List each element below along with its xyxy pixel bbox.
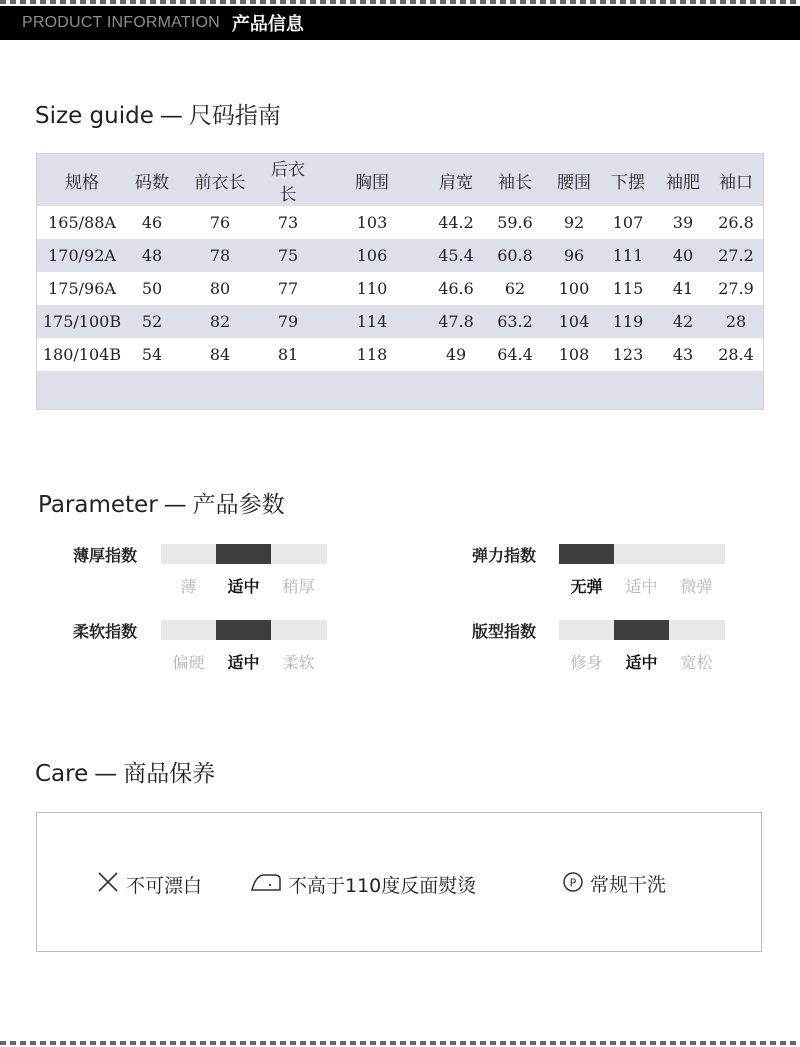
column-header: 胸围 (355, 172, 389, 193)
table-cell: 92 (549, 206, 599, 239)
table-cell: 170/92A (37, 239, 127, 272)
thickness-indicator (216, 544, 271, 564)
care-item-text: 不高于110度反面熨烫 (288, 874, 477, 897)
table-cell: 106 (313, 239, 431, 272)
column-header: 码数 (135, 172, 169, 193)
table-cell: 115 (599, 272, 657, 305)
fit-option-selected: 适中 (625, 653, 658, 672)
table-cell: 180/104B (37, 338, 127, 371)
table-cell: 77 (263, 272, 313, 305)
table-cell: 81 (263, 338, 313, 371)
thickness-option: 薄 (180, 577, 197, 596)
table-cell: 43 (657, 338, 709, 371)
table-cell: 54 (127, 338, 177, 371)
thickness-option-selected: 适中 (227, 577, 260, 596)
param-label-thickness: 薄厚指数 (73, 546, 138, 565)
table-row (37, 338, 763, 371)
care-item-text: 不可漂白 (126, 874, 203, 897)
column-header: 腰围 (557, 172, 591, 193)
size-guide-title: Size guide — 尺码指南 (35, 103, 281, 129)
table-cell: 123 (599, 338, 657, 371)
table-cell: 111 (599, 239, 657, 272)
size-guide-title-cn: 尺码指南 (188, 103, 281, 129)
fit-scale (559, 620, 725, 640)
table-cell: 49 (431, 338, 481, 371)
thickness-scale (161, 544, 327, 564)
table-cell: 175/96A (37, 272, 127, 305)
table-cell: 44.2 (431, 206, 481, 239)
table-row (37, 272, 763, 305)
table-cell: 107 (599, 206, 657, 239)
table-cell: 96 (549, 239, 599, 272)
top-dashed-border (0, 0, 800, 4)
param-label-softness: 柔软指数 (73, 622, 138, 641)
table-cell: 50 (127, 272, 177, 305)
softness-scale (161, 620, 327, 640)
table-cell: 60.8 (481, 239, 549, 272)
table-header-row (37, 154, 763, 206)
table-cell: 48 (127, 239, 177, 272)
table-cell: 82 (177, 305, 263, 338)
table-cell: 114 (313, 305, 431, 338)
table-cell: 45.4 (431, 239, 481, 272)
fit-option: 宽松 (680, 653, 713, 672)
parameter-title-en: Parameter (38, 492, 158, 518)
table-cell: 84 (177, 338, 263, 371)
table-cell: 41 (657, 272, 709, 305)
table-cell: 42 (657, 305, 709, 338)
elasticity-indicator (559, 544, 614, 564)
care-title-cn: 商品保养 (123, 761, 216, 787)
table-cell: 63.2 (481, 305, 549, 338)
table-cell: 80 (177, 272, 263, 305)
fit-option: 修身 (570, 653, 603, 672)
table-cell: 39 (657, 206, 709, 239)
care-title: Care — 商品保养 (35, 761, 216, 787)
table-cell: 59.6 (481, 206, 549, 239)
column-header: 后衣长 (271, 160, 305, 205)
table-cell: 100 (549, 272, 599, 305)
column-header: 规格 (65, 172, 99, 193)
thickness-option: 稍厚 (282, 577, 315, 596)
table-cell: 103 (313, 206, 431, 239)
svg-text:P: P (569, 876, 577, 889)
table-cell: 40 (657, 239, 709, 272)
table-cell: 27.2 (709, 239, 763, 272)
elasticity-scale (559, 544, 725, 564)
table-row (37, 206, 763, 239)
elasticity-option: 微弹 (680, 577, 713, 596)
elasticity-option: 适中 (625, 577, 658, 596)
table-cell: 46.6 (431, 272, 481, 305)
table-cell: 175/100B (37, 305, 127, 338)
column-header: 袖长 (498, 172, 532, 193)
header-title-cn: 产品信息 (231, 14, 304, 35)
table-cell: 73 (263, 206, 313, 239)
size-table (36, 153, 764, 410)
table-cell: 119 (599, 305, 657, 338)
page-header (0, 6, 800, 40)
no-bleach-icon (96, 870, 120, 898)
elasticity-option-selected: 无弹 (570, 577, 603, 596)
care-item-text: 常规干洗 (590, 874, 667, 896)
table-cell: 118 (313, 338, 431, 371)
table-cell: 26.8 (709, 206, 763, 239)
table-cell: 47.8 (431, 305, 481, 338)
table-cell: 28 (709, 305, 763, 338)
column-header: 袖肥 (666, 172, 700, 193)
table-cell: 28.4 (709, 338, 763, 371)
param-label-elasticity: 弹力指数 (472, 546, 537, 565)
table-cell: 52 (127, 305, 177, 338)
column-header: 前衣长 (194, 172, 246, 193)
parameter-title-cn: 产品参数 (192, 492, 285, 518)
table-cell: 79 (263, 305, 313, 338)
softness-indicator (216, 620, 271, 640)
table-row (37, 239, 763, 272)
table-cell: 110 (313, 272, 431, 305)
column-header: 下摆 (611, 172, 645, 193)
table-cell: 46 (127, 206, 177, 239)
softness-option-selected: 适中 (227, 653, 260, 672)
parameter-title: Parameter — 产品参数 (38, 492, 285, 518)
care-item-iron (250, 870, 476, 898)
care-item-no-bleach (96, 870, 202, 898)
column-header: 袖口 (719, 172, 753, 193)
care-item-dry-clean (562, 870, 666, 897)
column-header: 肩宽 (439, 172, 473, 193)
bottom-dashed-border (0, 1041, 800, 1045)
table-cell: 108 (549, 338, 599, 371)
iron-icon (250, 870, 282, 898)
care-title-en: Care (35, 761, 89, 787)
header-title-en: PRODUCT INFORMATION (22, 14, 220, 31)
table-cell: 165/88A (37, 206, 127, 239)
table-cell: 104 (549, 305, 599, 338)
dry-clean-icon (562, 871, 584, 897)
table-cell: 27.9 (709, 272, 763, 305)
table-cell: 78 (177, 239, 263, 272)
table-cell: 62 (481, 272, 549, 305)
param-label-fit: 版型指数 (472, 622, 537, 641)
softness-option: 柔软 (282, 653, 315, 672)
size-guide-title-en: Size guide (35, 103, 154, 129)
table-row (37, 305, 763, 338)
table-cell: 75 (263, 239, 313, 272)
softness-option: 偏硬 (172, 653, 205, 672)
table-cell: 64.4 (481, 338, 549, 371)
fit-indicator (614, 620, 669, 640)
table-cell: 76 (177, 206, 263, 239)
